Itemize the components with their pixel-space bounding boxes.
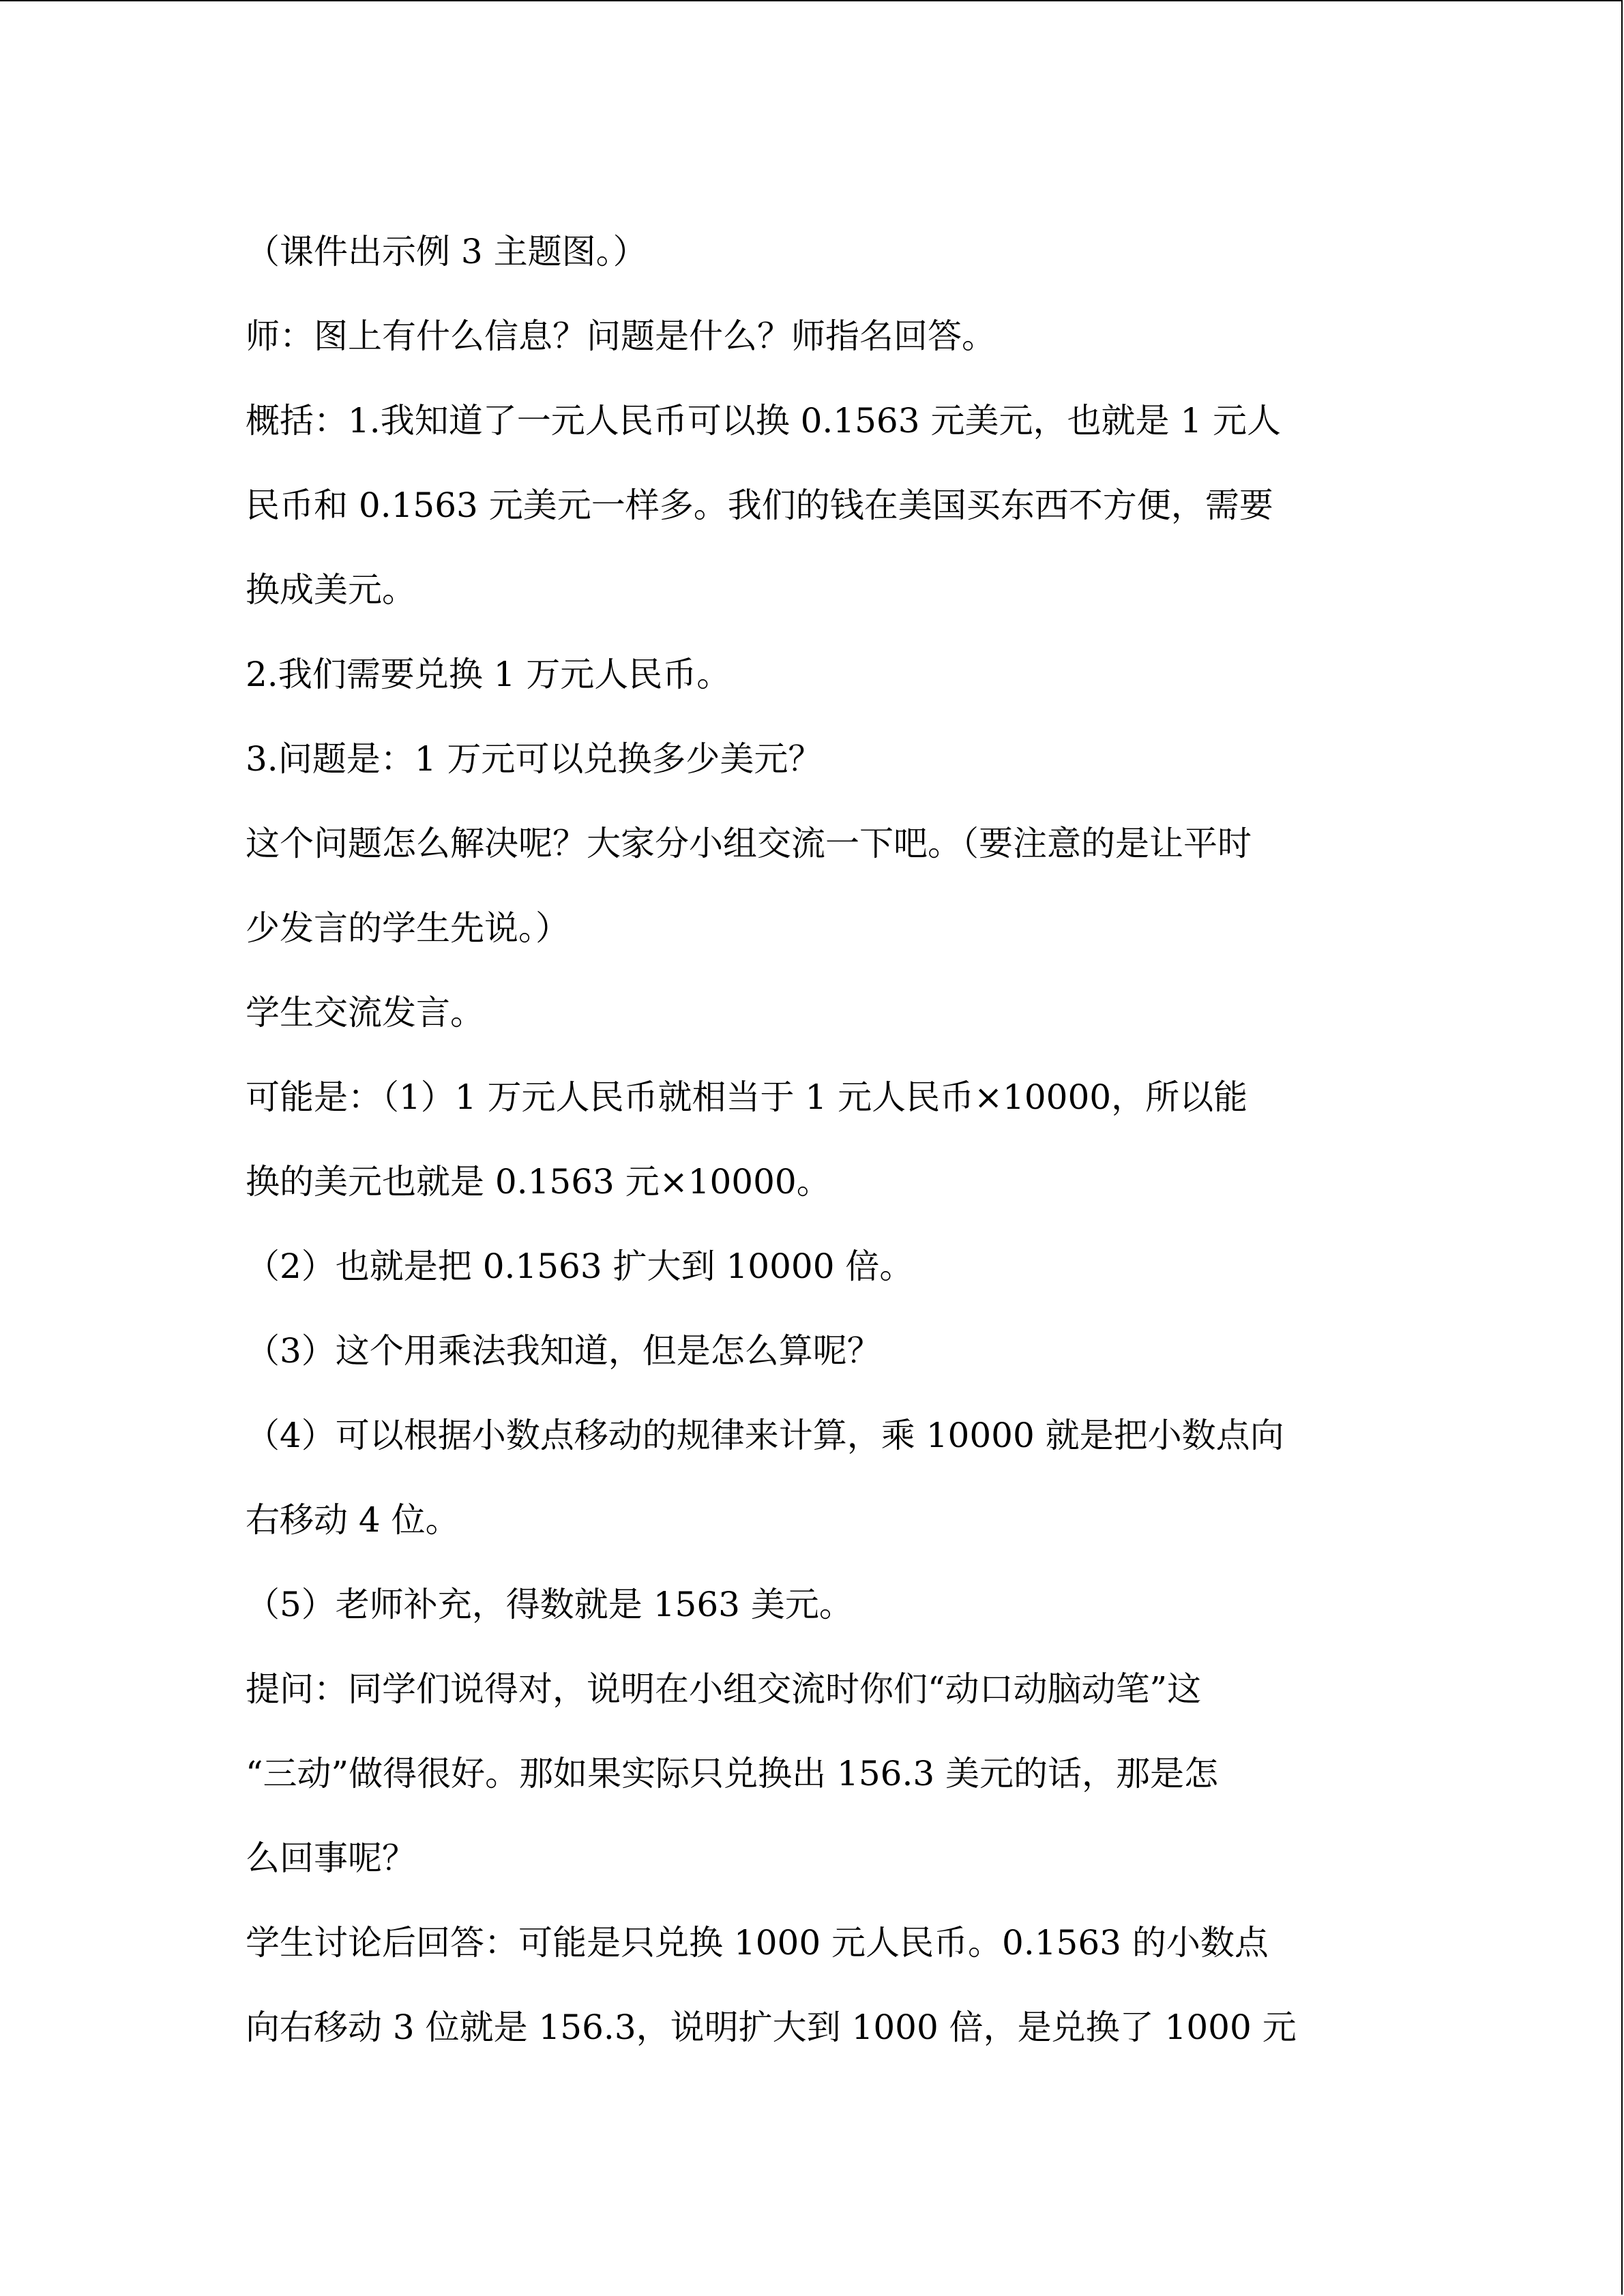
line-student-exchange: 学生交流发言。 xyxy=(246,993,484,1032)
line-courseware-example: （课件出示例 3 主题图。） xyxy=(246,232,647,271)
line-question-b: “三动”做得很好。那如果实际只兑换出 156.3 美元的话，那是怎 xyxy=(246,1754,1219,1793)
line-answer-b: 向右移动 3 位就是 156.3，说明扩大到 1000 倍，是兑换了 1000 元 xyxy=(246,2008,1297,2047)
line-possible-4a: （4）可以根据小数点移动的规律来计算，乘 10000 就是把小数点向 xyxy=(246,1416,1284,1455)
line-possible-4b: 右移动 4 位。 xyxy=(246,1500,460,1540)
line-possible-3: （3）这个用乘法我知道，但是怎么算呢？ xyxy=(246,1331,881,1371)
line-group-discussion-b: 少发言的学生先说。） xyxy=(246,908,570,948)
line-question-c: 么回事呢？ xyxy=(246,1838,416,1878)
line-summary-1a: 概括：1.我知道了一元人民币可以换 0.1563 元美元，也就是 1 元人 xyxy=(246,401,1282,441)
line-summary-3: 3.问题是：1 万元可以兑换多少美元？ xyxy=(246,739,823,779)
line-answer-a: 学生讨论后回答：可能是只兑换 1000 元人民币。0.1563 的小数点 xyxy=(246,1923,1269,1963)
line-summary-1b: 民币和 0.1563 元美元一样多。我们的钱在美国买东西不方便，需要 xyxy=(246,486,1273,525)
line-possible-5: （5）老师补充，得数就是 1563 美元。 xyxy=(246,1585,853,1624)
line-possible-1a: 可能是：（1）1 万元人民币就相当于 1 元人民币×10000，所以能 xyxy=(246,1077,1248,1117)
line-summary-1c: 换成美元。 xyxy=(246,570,416,610)
document-body xyxy=(246,209,1378,2070)
line-possible-2: （2）也就是把 0.1563 扩大到 10000 倍。 xyxy=(246,1247,914,1286)
line-group-discussion-a: 这个问题怎么解决呢？大家分小组交流一下吧。（要注意的是让平时 xyxy=(246,824,1252,863)
line-summary-2: 2.我们需要兑换 1 万元人民币。 xyxy=(246,655,731,694)
line-teacher-question: 师：图上有什么信息？问题是什么？师指名回答。 xyxy=(246,316,996,356)
line-possible-1b: 换的美元也就是 0.1563 元×10000。 xyxy=(246,1162,831,1202)
line-question-a: 提问：同学们说得对，说明在小组交流时你们“动口动脑动笔”这 xyxy=(246,1669,1202,1709)
